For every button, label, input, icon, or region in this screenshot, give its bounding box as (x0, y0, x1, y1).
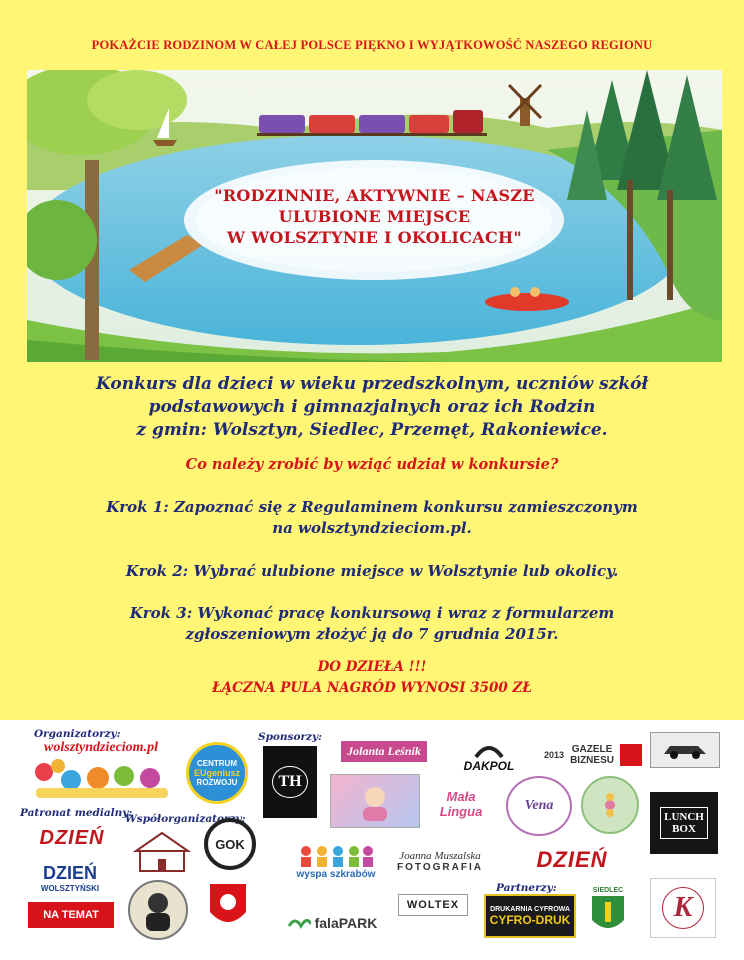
lake-illustration (27, 70, 722, 362)
dzien-wolsztynski-text: DZIEŃ (43, 863, 97, 883)
wyspa-szkrabow-logo (290, 836, 382, 886)
flower-icon (598, 793, 622, 817)
fala-park-logo (272, 906, 392, 940)
studio-logo (581, 776, 639, 834)
lunch-box-text: LUNCH BOX (660, 807, 708, 839)
mala-lingua-text: Mała Lingua (439, 789, 483, 819)
gazele-biznesu-logo (544, 736, 642, 774)
th-text: TH (272, 766, 307, 798)
lunch-box-logo (650, 792, 718, 854)
portrait-logo (128, 880, 188, 940)
kids-icon (296, 843, 376, 869)
illustration-title (202, 185, 547, 248)
cyfro-text: CYFRO-DRUK (489, 912, 571, 927)
photo-sponsor-logo (330, 774, 420, 828)
step-line: Krok 2: Wybrać ulubione miejsce w Wolsztynie lub okolicy. (125, 562, 619, 580)
car-company-logo (650, 732, 720, 768)
gazele-year: 2013 (544, 750, 565, 760)
dakpol-logo (444, 736, 534, 776)
fotografia-text: FOTOGRAFIA (397, 861, 483, 873)
illustration-title-line: "RODZINNIE, AKTYWNIE – NASZE (214, 186, 535, 205)
cyfro-druk-logo (484, 894, 576, 938)
dzien-wolsztynski-sub: WOLSZTYŃSKI (40, 884, 100, 893)
gazele-red-square (620, 744, 642, 766)
centrum-top: CENTRUM (197, 759, 237, 768)
prize-text: ŁĄCZNA PULA NAGRÓD WYNOSI 3500 ZŁ (212, 680, 532, 696)
fotografia-name: Joanna Muszalska (399, 849, 481, 862)
jolanta-lesnik-logo (328, 732, 440, 770)
na-temat-text: NA TEMAT (43, 909, 99, 921)
wolsztyndzieciom-text: wolsztyndzieciom.pl (44, 740, 158, 755)
dakpol-icon (474, 739, 504, 759)
cyfro-top: DRUKARNIA CYFROWA (490, 905, 570, 913)
dakpol-text: DAKPOL (463, 759, 515, 773)
monogram-icon: K (662, 887, 704, 929)
portrait-icon (140, 889, 176, 931)
partners-label: Partnerzy: (496, 882, 557, 894)
fotografia-logo (390, 838, 490, 884)
gazele-text: GAZELE BIZNESU (570, 744, 614, 766)
na-temat-logo (28, 902, 114, 928)
media-label: Patronat medialny: (20, 807, 133, 819)
dzien-logo (28, 822, 116, 854)
intro-line: Konkurs dla dzieci w wieku przedszkolnym, uczniów szkół (95, 374, 649, 394)
question: Co należy zrobić by wziąć udział w konkursie? (185, 456, 559, 473)
intro-text (0, 373, 744, 442)
illustration-title-line: W WOLSZTYNIE I OKOLICACH" (226, 228, 523, 247)
organizers-label: Organizatorzy: (34, 728, 121, 740)
centrum-rozwoju-logo (186, 742, 248, 804)
gok-logo (204, 818, 256, 870)
woltex-logo (398, 894, 468, 916)
step-line: zgłoszeniowym złożyć ją do 7 grudnia 2015r. (185, 625, 559, 643)
vena-logo (506, 776, 572, 836)
cta-text: DO DZIEŁA !!! (317, 659, 427, 675)
mala-lingua-logo (424, 784, 498, 824)
step-line: Krok 3: Wykonać pracę konkursową i wraz z formularzem (129, 604, 615, 622)
child-photo-icon (355, 781, 395, 821)
centrum-mid: EUgeniusz (193, 768, 240, 778)
th-logo (263, 746, 317, 818)
intro-line: z gmin: Wolsztyn, Siedlec, Przemęt, Rakoniewice. (136, 420, 608, 440)
intro-line: podstawowych i gimnazjalnych oraz ich Rodzin (148, 397, 596, 417)
coorganizers-label: Współorganizatorzy: (125, 813, 246, 825)
final-call (0, 657, 744, 699)
car-icon (660, 740, 710, 760)
step-1 (0, 497, 744, 539)
vena-text: Vena (524, 798, 554, 813)
siedlec-text: SIEDLEC (592, 886, 624, 894)
slogan: POKAŻCIE RODZINOM W CAŁEJ POLSCE PIĘKNO I WYJĄTKOWOŚĆ NASZEGO REGIONU (91, 38, 653, 52)
fala-park-text: falaPARK (314, 915, 378, 931)
children-drawing-icon (26, 756, 176, 800)
sponsors-label: Sponsorzy: (258, 731, 322, 743)
building-icon (130, 829, 194, 875)
dzien-right-text: DZIEŃ (536, 847, 608, 872)
library-logo (128, 826, 196, 878)
dzien-wolsztynski-logo (28, 858, 112, 898)
wyspa-text: wyspa szkrabów (296, 868, 376, 880)
wave-icon (287, 914, 311, 932)
gok-text: GOK (215, 836, 245, 852)
step-line: Krok 1: Zapoznać się z Regulaminem konkursu zamieszczonym (106, 498, 638, 516)
woltex-text: WOLTEX (406, 899, 460, 911)
siedlec-shield-icon (590, 894, 626, 936)
illustration-title-line: ULUBIONE MIEJSCE (278, 207, 471, 226)
dzien-text: DZIEŃ (39, 826, 105, 849)
monogram-logo (650, 878, 716, 938)
step-line: na wolsztyndzieciom.pl. (272, 519, 472, 537)
step-2 (0, 561, 744, 582)
dzien-right-logo (516, 842, 628, 878)
wolsztyndzieciom-logo (22, 740, 180, 806)
centrum-bot: ROZWOJU (196, 778, 238, 787)
coat-of-arms-logo (206, 880, 250, 934)
siedlec-logo (584, 882, 632, 940)
jolanta-text: Jolanta Leśnik (341, 741, 427, 762)
step-3 (0, 603, 744, 645)
shield-icon (208, 882, 248, 932)
